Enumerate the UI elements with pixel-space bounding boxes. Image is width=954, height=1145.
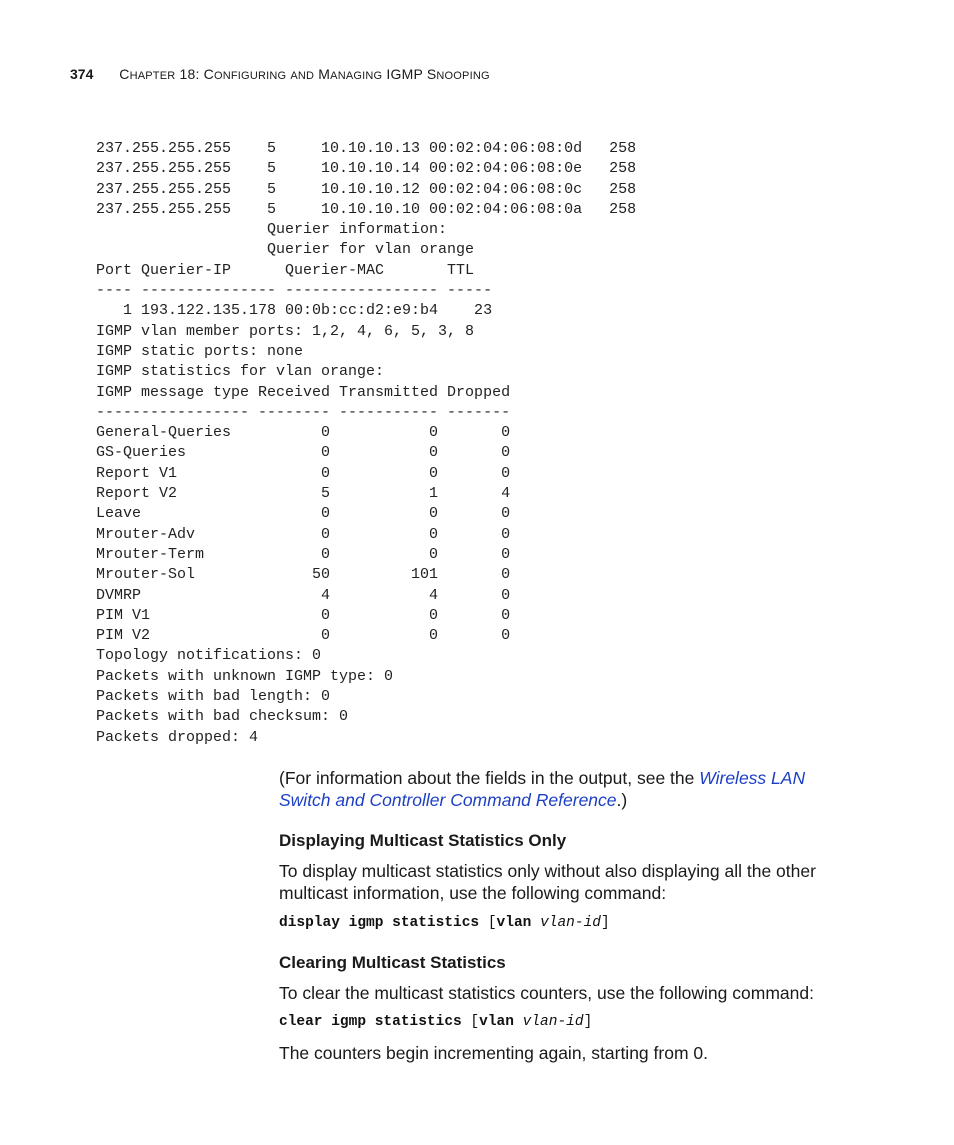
clear-stats-command <box>279 1014 592 1030</box>
output-line: Packets with unknown IGMP type: 0 <box>96 667 394 685</box>
section-paragraph-clear-stats: To clear the multicast statistics counters, use the following command: <box>279 983 814 1003</box>
output-line: Topology notifications: 0 <box>96 647 322 665</box>
output-line: ---- --------------- ----------------- ----- <box>96 282 493 300</box>
page-number: 374 <box>70 66 94 82</box>
section-heading-clear-stats: Clearing Multicast Statistics <box>279 953 506 972</box>
output-line: Querier information: <box>96 221 448 239</box>
output-line: GS-Queries 0 0 0 <box>96 444 511 462</box>
output-line: Mrouter-Sol 50 101 0 <box>96 566 511 584</box>
command-keyword: clear igmp statistics <box>279 1014 462 1030</box>
command-reference-link[interactable]: Wireless LAN Switch and Controller Command Reference <box>279 768 806 810</box>
section-heading-display-stats: Displaying Multicast Statistics Only <box>279 831 567 850</box>
output-line: Port Querier-IP Querier-MAC TTL <box>96 261 475 279</box>
output-line: 237.255.255.255 5 10.10.10.10 00:02:04:06:08:0a 258 <box>96 200 637 218</box>
page-header <box>70 66 490 82</box>
output-line: Leave 0 0 0 <box>96 505 511 523</box>
igmp-command-output <box>96 139 636 748</box>
output-line: Report V1 0 0 0 <box>96 464 511 482</box>
command-option: vlan <box>479 1014 514 1030</box>
output-line: Packets dropped: 4 <box>96 728 259 746</box>
command-variable: vlan-id <box>540 915 601 931</box>
output-line: Report V2 5 1 4 <box>96 485 511 503</box>
output-line: PIM V2 0 0 0 <box>96 627 511 645</box>
info-note-text: (For information about the fields in the output, see the <box>279 768 700 788</box>
closing-paragraph: The counters begin incrementing again, starting from 0. <box>279 1043 708 1063</box>
output-line: Querier for vlan orange <box>96 241 475 259</box>
display-stats-command <box>279 915 610 931</box>
output-line: DVMRP 4 4 0 <box>96 586 511 604</box>
output-line: 1 193.122.135.178 00:0b:cc:d2:e9:b4 23 <box>96 302 493 320</box>
info-note <box>279 767 839 811</box>
output-line: General-Queries 0 0 0 <box>96 424 511 442</box>
command-keyword: display igmp statistics <box>279 915 480 931</box>
output-line: IGMP vlan member ports: 1,2, 4, 6, 5, 3, 8 <box>96 322 475 340</box>
command-bracket-close: ] <box>600 915 610 931</box>
command-variable: vlan-id <box>522 1014 584 1030</box>
command-bracket-open: [ <box>479 915 497 931</box>
chapter-title: CHAPTER 18: CONFIGURING AND MANAGING IGMP SNOOPING <box>119 66 490 82</box>
output-line: Mrouter-Adv 0 0 0 <box>96 525 511 543</box>
info-note-end: .) <box>616 790 628 810</box>
output-line: Packets with bad length: 0 <box>96 688 331 706</box>
command-bracket-close: ] <box>583 1014 593 1030</box>
output-line: 237.255.255.255 5 10.10.10.13 00:02:04:06:08:0d 258 <box>96 140 637 157</box>
output-line: IGMP static ports: none <box>96 342 304 360</box>
output-line: Packets with bad checksum: 0 <box>96 708 349 726</box>
command-option: vlan <box>496 915 532 931</box>
section-paragraph-display-stats: To display multicast statistics only without also displaying all the other multicast information, use the following command: <box>279 861 816 903</box>
output-line: IGMP message type Received Transmitted Dropped <box>96 383 511 401</box>
output-line: Mrouter-Term 0 0 0 <box>96 545 511 563</box>
output-line: IGMP statistics for vlan orange: <box>96 363 385 381</box>
output-line: PIM V1 0 0 0 <box>96 606 511 624</box>
output-line: 237.255.255.255 5 10.10.10.12 00:02:04:06:08:0c 258 <box>96 180 637 198</box>
output-line: ----------------- -------- ----------- ------- <box>96 403 511 421</box>
output-line: 237.255.255.255 5 10.10.10.14 00:02:04:06:08:0e 258 <box>96 160 637 178</box>
command-bracket-open: [ <box>461 1014 480 1030</box>
